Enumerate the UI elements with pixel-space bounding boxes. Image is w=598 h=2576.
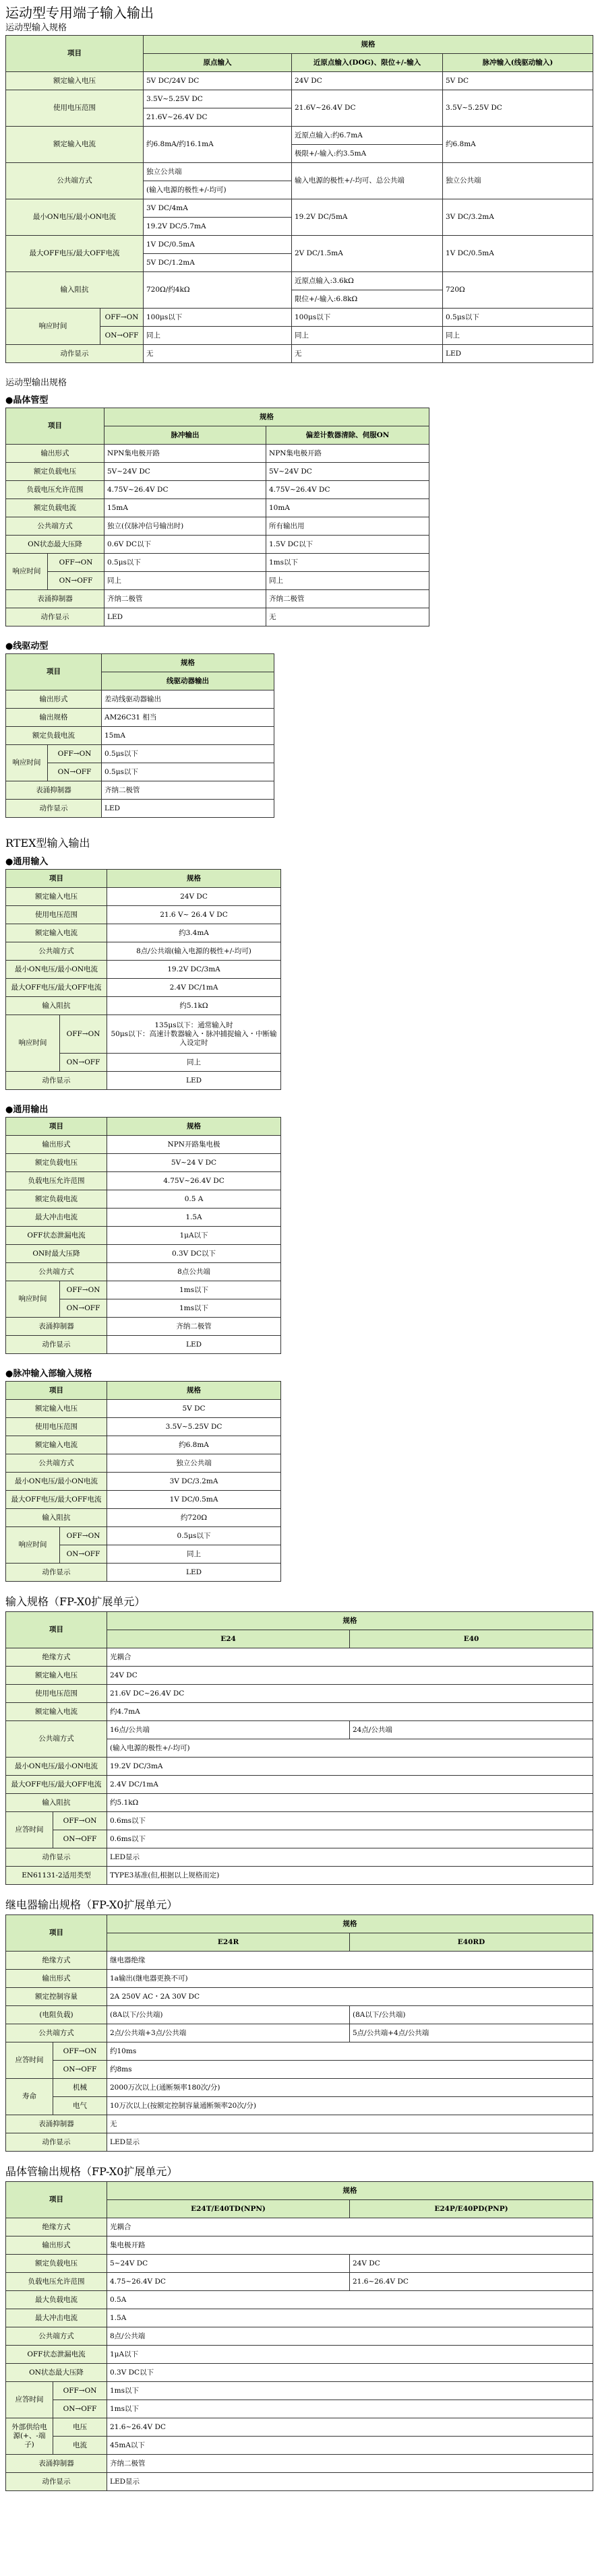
- table-row: 额定负载电流 15mA: [6, 727, 274, 745]
- table-row: ON→OFF 同上 同上 同上: [6, 327, 593, 345]
- rtex-output-table: [5, 1117, 281, 1354]
- motion-output-table: [5, 408, 429, 626]
- section-motion-output-heading: 运动型输出规格: [5, 378, 67, 388]
- table-row: 最大冲击电流 1.5A: [6, 1209, 281, 1227]
- table-row: ON→OFF 0.6ms以下: [6, 1830, 593, 1848]
- col-e24: E24: [107, 1630, 350, 1648]
- col-item: 项目: [6, 408, 104, 445]
- table-row: 限位+/-输入:6.8kΩ: [6, 290, 593, 309]
- table-row: ON→OFF 同上 同上: [6, 572, 429, 590]
- table-row: 动作显示 LED: [6, 800, 274, 818]
- table-row: 动作显示 LED显示: [6, 1848, 593, 1867]
- table-row: 额定输入电流 约6.8mA: [6, 1436, 281, 1454]
- col-spec: 规格: [107, 870, 281, 888]
- table-row: 动作显示 LED 无: [6, 608, 429, 626]
- col-spec: 规格: [107, 1382, 281, 1400]
- resp-highspeed: 50μs以下：高速计数器输入・脉冲捕捉输入・中断输入设定时: [111, 1029, 277, 1047]
- fpx0-transistor-table: [5, 2181, 593, 2491]
- table-row: 表涌抑制器 齐纳二极管: [6, 1318, 281, 1336]
- table-row: 公共端方式 独立公共端 输入电源的极性+/-均可、总公共端 独立公共端: [6, 163, 593, 181]
- table-row: 输出形式 1a输出(继电器更换不可): [6, 1970, 593, 1988]
- table-row: 最大OFF电压/最大OFF电流 2.4V DC/1mA: [6, 979, 281, 997]
- table-row: 动作显示 LED: [6, 1564, 281, 1582]
- table-row: 额定负载电压 5V~24 V DC: [6, 1154, 281, 1172]
- col-npn: E24T/E40TD(NPN): [107, 2200, 350, 2218]
- table-row: 最小ON电压/最小ON电流 19.2V DC/3mA: [6, 961, 281, 979]
- table-row: 额定负载电流 0.5 A: [6, 1190, 281, 1209]
- table-row: 动作显示 LED: [6, 1336, 281, 1354]
- table-row: 公共端方式 8点/公共端(输入电源的极性+/-均可): [6, 942, 281, 961]
- table-row: 最大OFF电压/最大OFF电流 2.4V DC/1mA: [6, 1776, 593, 1794]
- col-item: 项目: [6, 36, 144, 72]
- table-row: 表涌抑制器 齐纳二极管: [6, 2455, 593, 2473]
- table-row: 表涌抑制器 齐纳二极管 齐纳二极管: [6, 590, 429, 608]
- col-e40rd: E40RD: [350, 1933, 593, 1952]
- line-driver-table: [5, 653, 274, 818]
- table-row: ON→OFF 同上: [6, 1545, 281, 1564]
- table-row: 负载电压允许范围 4.75~26.4V DC 21.6~26.4V DC: [6, 2273, 593, 2291]
- table-row: 公共端方式 2点/公共端+3点/公共端 5点/公共端+4点/公共端: [6, 2024, 593, 2042]
- line-driver-heading: ●线驱动型: [5, 641, 49, 651]
- section-motion-input-heading: 运动型输入规格: [5, 23, 67, 33]
- table-row: 负载电压允许范围 4.75V~26.4V DC 4.75V~26.4V DC: [6, 481, 429, 499]
- table-row: 公共端方式 16点/公共端 24点/公共端: [6, 1721, 593, 1739]
- table-row: 额定输入电压 24V DC: [6, 1667, 593, 1685]
- col-spec: 规格: [107, 2182, 593, 2200]
- pulse-input-table: [5, 1381, 281, 1582]
- table-row: 输出形式 集电极开路: [6, 2236, 593, 2255]
- rtex-heading: RTEX型输入输出: [5, 837, 90, 849]
- fpx0-relay-table: [5, 1914, 593, 2152]
- table-row: 负载电压允许范围 4.75V~26.4V DC: [6, 1172, 281, 1190]
- col-spec: 规格: [144, 36, 593, 54]
- col-spec: 规格: [107, 1118, 281, 1136]
- table-row: 寿命 机械 2000万次以上(通断频率180次/分): [6, 2079, 593, 2097]
- table-row: 应答时间 OFF→ON 约10ms: [6, 2042, 593, 2061]
- table-row: 额定输入电流 约4.7mA: [6, 1703, 593, 1721]
- table-row: 输出形式 NPN集电极开路 NPN集电极开路: [6, 445, 429, 463]
- rtex-input-table: [5, 869, 281, 1090]
- page-title: 运动型专用端子输入输出: [5, 5, 154, 21]
- fpx0-input-heading: 输入规格（FP-X0扩展单元）: [5, 1595, 146, 1608]
- table-row: 响应时间 OFF→ON 0.5μs以下 1ms以下: [6, 554, 429, 572]
- table-row: ON→OFF 约8ms: [6, 2061, 593, 2079]
- table-row: 5V DC/1.2mA: [6, 254, 593, 272]
- table-row: 额定负载电压 5V~24V DC 5V~24V DC: [6, 463, 429, 481]
- col-e40: E40: [350, 1630, 593, 1648]
- table-row: ON→OFF 1ms以下: [6, 2400, 593, 2418]
- table-row: 表涌抑制器 齐纳二极管: [6, 781, 274, 800]
- table-row: (输入电源的极性+/-均可): [6, 181, 593, 199]
- table-row: 响应时间 OFF→ON 0.5μs以下: [6, 745, 274, 763]
- table-row: 使用电压范围 3.5V~5.25V DC: [6, 1418, 281, 1436]
- transistor-heading: ●晶体管型: [5, 395, 49, 406]
- table-row: 额定负载电压 5~24V DC 24V DC: [6, 2255, 593, 2273]
- table-row: 输入阻抗 约720Ω: [6, 1509, 281, 1527]
- table-row: 应答时间 OFF→ON 0.6ms以下: [6, 1812, 593, 1830]
- table-row: 使用电压范围 21.6 V~ 26.4 V DC: [6, 906, 281, 924]
- table-row: 公共端方式 8点/公共端: [6, 2327, 593, 2346]
- table-row: 公共端方式 8点公共端: [6, 1263, 281, 1281]
- col-dog: 近原点输入(DOG)、限位+/-输入: [292, 54, 443, 72]
- table-row: 应答时间 OFF→ON 1ms以下: [6, 2382, 593, 2400]
- table-row: ON状态最大压降 0.6V DC以下 1.5V DC以下: [6, 536, 429, 554]
- page: [5, 4, 593, 2491]
- table-row: OFF状态泄漏电流 1μA以下: [6, 1227, 281, 1245]
- col-pnp: E24P/E40PD(PNP): [350, 2200, 593, 2218]
- table-row: 额定输入电压 5V DC: [6, 1400, 281, 1418]
- table-row: 电气 10万次以上(按额定控制容量通断频率20次/分): [6, 2097, 593, 2115]
- table-row: 输出形式 NPN开路集电极: [6, 1136, 281, 1154]
- col-spec: 规格: [107, 1612, 593, 1630]
- table-row: 动作显示 LED: [6, 1072, 281, 1090]
- col-e24r: E24R: [107, 1933, 350, 1952]
- table-row: ON→OFF 同上: [6, 1054, 281, 1072]
- fpx0-input-table: [5, 1611, 593, 1885]
- col-pulse-output: 脉冲输出: [104, 426, 266, 445]
- table-row: 响应时间 OFF→ON 0.5μs以下: [6, 1527, 281, 1545]
- table-row: 绝缘方式 光耦合: [6, 1648, 593, 1667]
- table-row: 输入阻抗 720Ω/约4kΩ 近原点输入:3.6kΩ 720Ω: [6, 272, 593, 290]
- col-pulse: 脉冲输入(线驱动输入): [443, 54, 593, 72]
- table-row: OFF状态泄漏电流 1μA以下: [6, 2346, 593, 2364]
- col-line-driver: 线驱动器输出: [102, 672, 274, 690]
- table-row: 额定负载电流 15mA 10mA: [6, 499, 429, 517]
- table-row: 额定输入电流 约3.4mA: [6, 924, 281, 942]
- table-row: ON→OFF 1ms以下: [6, 1299, 281, 1318]
- general-output-heading: ●通用输出: [5, 1105, 49, 1115]
- fpx0-transistor-heading: 晶体管输出规格（FP-X0扩展单元）: [5, 2165, 178, 2178]
- table-row: 动作显示 LED显示: [6, 2133, 593, 2152]
- table-row: 响应时间 OFF→ON 1ms以下: [6, 1281, 281, 1299]
- table-row: 额定输入电压 5V DC/24V DC 24V DC 5V DC: [6, 72, 593, 90]
- table-row: 最小ON电压/最小ON电流 3V DC/4mA 19.2V DC/5mA 3V DC/3.2mA: [6, 199, 593, 218]
- col-item: 项目: [6, 1118, 107, 1136]
- general-input-heading: ●通用输入: [5, 857, 49, 867]
- table-row: 输出规格 AM26C31 相当: [6, 709, 274, 727]
- table-row: 输入阻抗 约5.1kΩ: [6, 1794, 593, 1812]
- col-spec: 规格: [104, 408, 429, 426]
- table-row: 动作显示 LED显示: [6, 2473, 593, 2491]
- table-row: 最大OFF电压/最大OFF电流 1V DC/0.5mA: [6, 1491, 281, 1509]
- table-row: 输出形式 差动线驱动器输出: [6, 690, 274, 709]
- col-item: 项目: [6, 1915, 107, 1952]
- table-row: 额定输入电流 约6.8mA/约16.1mA 近原点输入:约6.7mA 约6.8mA: [6, 127, 593, 145]
- col-item: 项目: [6, 654, 102, 690]
- table-row: 极限+/-输入:约3.5mA: [6, 145, 593, 163]
- col-item: 项目: [6, 2182, 107, 2218]
- motion-input-table: [5, 35, 593, 363]
- col-clear-servo: 偏差计数器清除、伺服ON: [266, 426, 429, 445]
- col-spec: 规格: [102, 654, 274, 672]
- table-row: EN61131-2适用类型 TYPE3基准(但,根据以上规格而定): [6, 1867, 593, 1885]
- fpx0-relay-heading: 继电器输出规格（FP-X0扩展单元）: [5, 1898, 178, 1911]
- table-row: 额定控制容量 2A 250V AC・2A 30V DC: [6, 1988, 593, 2006]
- table-row: 使用电压范围 3.5V~5.25V DC 21.6V~26.4V DC 3.5V~5.25V DC: [6, 90, 593, 108]
- table-row: 电流 45mA以下: [6, 2437, 593, 2455]
- table-row: 响应时间 OFF→ON 100μs以下 100μs以下 0.5μs以下: [6, 309, 593, 327]
- table-row: 使用电压范围 21.6V DC~26.4V DC: [6, 1685, 593, 1703]
- table-row: 外部供给电源(+、-端子) 电压 21.6~26.4V DC: [6, 2418, 593, 2437]
- table-row: ON状态最大压降 0.3V DC以下: [6, 2364, 593, 2382]
- table-row: 公共端方式 独立(仅脉冲信号输出时) 所有输出用: [6, 517, 429, 536]
- table-row: 公共端方式 独立公共端: [6, 1454, 281, 1473]
- col-item: 项目: [6, 1612, 107, 1648]
- table-row: 19.2V DC/5.7mA: [6, 218, 593, 236]
- col-origin: 原点输入: [144, 54, 292, 72]
- table-row: 输入阻抗 约5.1kΩ: [6, 997, 281, 1015]
- table-row: 21.6V~26.4V DC: [6, 108, 593, 127]
- col-item: 项目: [6, 870, 107, 888]
- table-row: 最小ON电压/最小ON电流 3V DC/3.2mA: [6, 1473, 281, 1491]
- col-item: 项目: [6, 1382, 107, 1400]
- pulse-input-heading: ●脉冲输入部输入规格: [5, 1369, 92, 1379]
- table-row: 动作显示 无 无 LED: [6, 345, 593, 363]
- table-row: 表涌抑制器 无: [6, 2115, 593, 2133]
- table-row: (输入电源的极性+/-均可): [6, 1739, 593, 1758]
- resp-normal: 135μs以下：通常输入时: [154, 1021, 233, 1029]
- table-row: 最大冲击电流 1.5A: [6, 2309, 593, 2327]
- table-row: 额定输入电压 24V DC: [6, 888, 281, 906]
- col-spec: 规格: [107, 1915, 593, 1933]
- table-row: ON时最大压降 0.3V DC以下: [6, 1245, 281, 1263]
- table-row: (电阻负载) (8A以下/公共端) (8A以下/公共端): [6, 2006, 593, 2024]
- table-row: 响应时间 OFF→ON 135μs以下：通常输入时 50μs以下：高速计数器输入・脉冲捕捉输入・中断输入设定时: [6, 1015, 281, 1054]
- table-row: 绝缘方式 继电器绝缘: [6, 1952, 593, 1970]
- table-row: 最大OFF电压/最大OFF电流 1V DC/0.5mA 2V DC/1.5mA 1V DC/0.5mA: [6, 236, 593, 254]
- table-row: 最大负载电流 0.5A: [6, 2291, 593, 2309]
- table-row: 最小ON电压/最小ON电流 19.2V DC/3mA: [6, 1758, 593, 1776]
- table-row: ON→OFF 0.5μs以下: [6, 763, 274, 781]
- table-row: 绝缘方式 光耦合: [6, 2218, 593, 2236]
